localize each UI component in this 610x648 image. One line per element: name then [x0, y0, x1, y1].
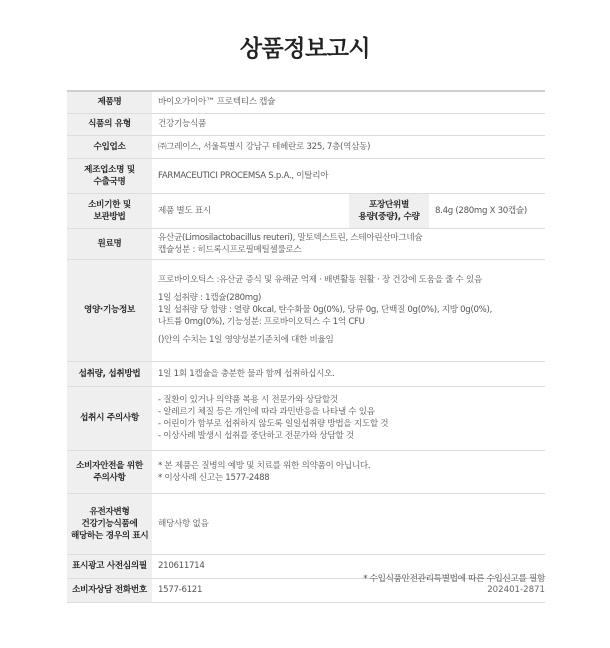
- table-row: [67, 228, 545, 259]
- row-value-ad-review: 210611714: [152, 554, 545, 578]
- row-value-expiry: 제품 별도 표시: [152, 193, 349, 228]
- row-value-nutrition: 프로바이오틱스 :유산균 증식 및 유해균 억제 · 배변활동 원활 · 장 건강에 도움을 줄 수 있음 1일 섭취량 : 1캡슐(280mg) 1일 섭취량 당 함량 : 열량 0kcal, 탄수화물 0g(0%), 당류 0g, 단백질 0g(0%), 지방 0g(0%), 나트륨 0mg(0%), 기능성분: 프로바이오틱스 수 1억 CFU ()안의 수치는 1일 영양성분기준치에 대한 비율임: [152, 259, 545, 361]
- row-value-manufacturer: FARMACEUTICI PROCEMSA S.p.A., 이탈리아: [152, 158, 545, 193]
- row-label-nutrition: 영양·기능정보: [67, 259, 152, 361]
- document-code: 202401-2871: [487, 585, 545, 595]
- row-value-gmo: 해당사항 없음: [152, 493, 545, 554]
- table-row: [67, 259, 545, 361]
- table-row: [67, 135, 545, 158]
- row-value-intake: 1일 1회 1캡슐을 충분한 물과 함께 섭취하십시오.: [152, 361, 545, 386]
- row-value-importer: ㈜그레이스, 서울특별시 강남구 테헤란로 325, 7층(역삼동): [152, 135, 545, 158]
- page-title: 상품정보고시: [239, 36, 371, 62]
- row-label-gmo: 유전자변형 건강기능식품에 해당하는 경우의 표시: [67, 493, 152, 554]
- row-label-caution: 섭취시 주의사항: [67, 386, 152, 450]
- import-notice: * 수입식품안전관리특별법에 따른 수입신고를 필함: [363, 574, 545, 584]
- table-row: [67, 493, 545, 554]
- row-value-consumer-safety: * 본 제품은 질병의 예방 및 치료를 위한 의약품이 아닙니다. * 이상사례 신고는 1577-2488: [152, 450, 545, 493]
- row-label-product-name: 제품명: [67, 91, 152, 113]
- table-row: [67, 386, 545, 450]
- table-row: [67, 158, 545, 193]
- row-label-manufacturer: 제조업소명 및 수출국명: [67, 158, 152, 193]
- table-row: [67, 193, 545, 228]
- table-row: [67, 361, 545, 386]
- row-label-consumer-safety: 소비자안전을 위한 주의사항: [67, 450, 152, 493]
- row-value-food-type: 건강기능식품: [152, 113, 545, 135]
- table-row: [67, 113, 545, 135]
- row-label-package-unit: 포장단위별 용량(중량), 수량: [349, 193, 429, 228]
- row-value-product-name: 바이오가이아™ 프로텍티스 캡슐: [152, 91, 545, 113]
- table-row: [67, 450, 545, 493]
- table-row: [67, 91, 545, 113]
- row-label-food-type: 식품의 유형: [67, 113, 152, 135]
- row-label-ad-review: 표시광고 사전심의필: [67, 554, 152, 578]
- product-info-table: [67, 90, 545, 603]
- row-label-intake: 섭취량, 섭취방법: [67, 361, 152, 386]
- row-label-expiry: 소비기한 및 보관방법: [67, 193, 152, 228]
- row-value-ingredients: 유산균(Limosilactobacillus reuteri), 말토덱스트린, 스테아린산마그네슘 캡슐성분 : 히드록시프로필메틸셀룰로스: [152, 228, 545, 259]
- row-value-caution: - 질환이 있거나 의약품 복용 시 전문가와 상담할것 - 알레르기 체질 등은 개인에 따라 과민반응을 나타낼 수 있음 - 어린이가 함부로 섭취하지 않도록 일일섭취량 방법을 지도할 것 - 이상사례 발생시 섭취를 중단하고 전문가와 상담할 것: [152, 386, 545, 450]
- row-label-importer: 수입업소: [67, 135, 152, 158]
- row-value-package-unit: 8.4g (280mg X 30캡슐): [429, 193, 545, 228]
- row-label-consult: 소비자상담 전화번호: [67, 578, 152, 602]
- row-value-consult: 1577-6121: [152, 578, 545, 602]
- row-label-ingredients: 원료명: [67, 228, 152, 259]
